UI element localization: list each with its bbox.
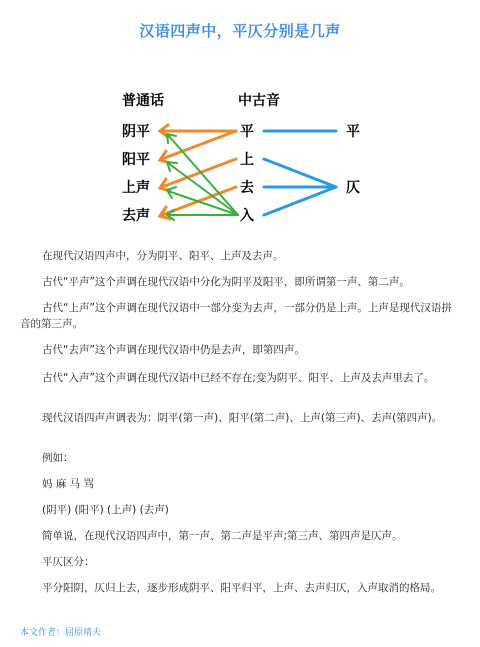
ze-category-label: 仄 [346, 180, 360, 196]
paragraph: 古代“平声”这个声调在现代汉语中分化为阴平及阳平，即所谓第一声、第二声。 [42, 276, 410, 288]
mandarin-tone-label: 阴平 [122, 124, 150, 140]
paragraph: 古代“入声”这个声调在现代汉语中已经不存在;变为阴平、阳平、上声及去声里去了。 [42, 372, 435, 384]
mandarin-tone-label: 去声 [122, 208, 150, 224]
example-characters: 妈 麻 马 骂 [42, 478, 95, 490]
example-tones: (阴平) (阳平) (上声) (去声) [42, 504, 169, 516]
blue-lines [264, 131, 336, 215]
mandarin-header: 普通话 [122, 93, 164, 109]
paragraph: 简单说，在现代汉语四声中，第一声、第二声是平声;第三声、第四声是仄声。 [42, 530, 403, 542]
mandarin-tone-label: 上声 [122, 180, 150, 196]
ping-category-label: 平 [346, 124, 360, 140]
mandarin-tone-label: 阳平 [122, 152, 150, 168]
middle-chinese-tone-label: 去 [240, 180, 254, 196]
middle-chinese-tone-label: 上 [240, 152, 254, 168]
paragraph: 古代“去声”这个声调在现代汉语中仍是去声，即第四声。 [42, 344, 305, 356]
paragraph: 古代“上声”这个声调在现代汉语中一部分变为去声，一部分仍是上声。上声是现代汉语拼音的第三声。 [20, 302, 452, 330]
author-credit: 本文作者：屈原靖夫 [20, 628, 102, 638]
paragraph: 平仄区分： [42, 556, 95, 568]
paragraph: 平分阳阴，仄归上去，逐步形成阴平、阳平归平，上声、去声归仄，入声取消的格局。 [42, 582, 441, 594]
middle-chinese-tone-label: 入 [240, 208, 254, 224]
paragraph: 现代汉语四声声调表为：阴平(第一声)、阳平(第二声)、上声(第三声)、去声(第四声)。 [42, 412, 443, 424]
paragraph: 例如： [42, 452, 74, 464]
middle-chinese-tone-label: 平 [240, 124, 254, 140]
tone-mapping-diagram [110, 85, 390, 235]
paragraph: 在现代汉语四声中，分为阴平、阳平、上声及去声。 [42, 250, 284, 262]
page-title: 汉语四声中，平仄分别是几声 [139, 22, 341, 40]
green-arrows [167, 134, 238, 220]
middle-chinese-header: 中古音 [238, 93, 280, 109]
